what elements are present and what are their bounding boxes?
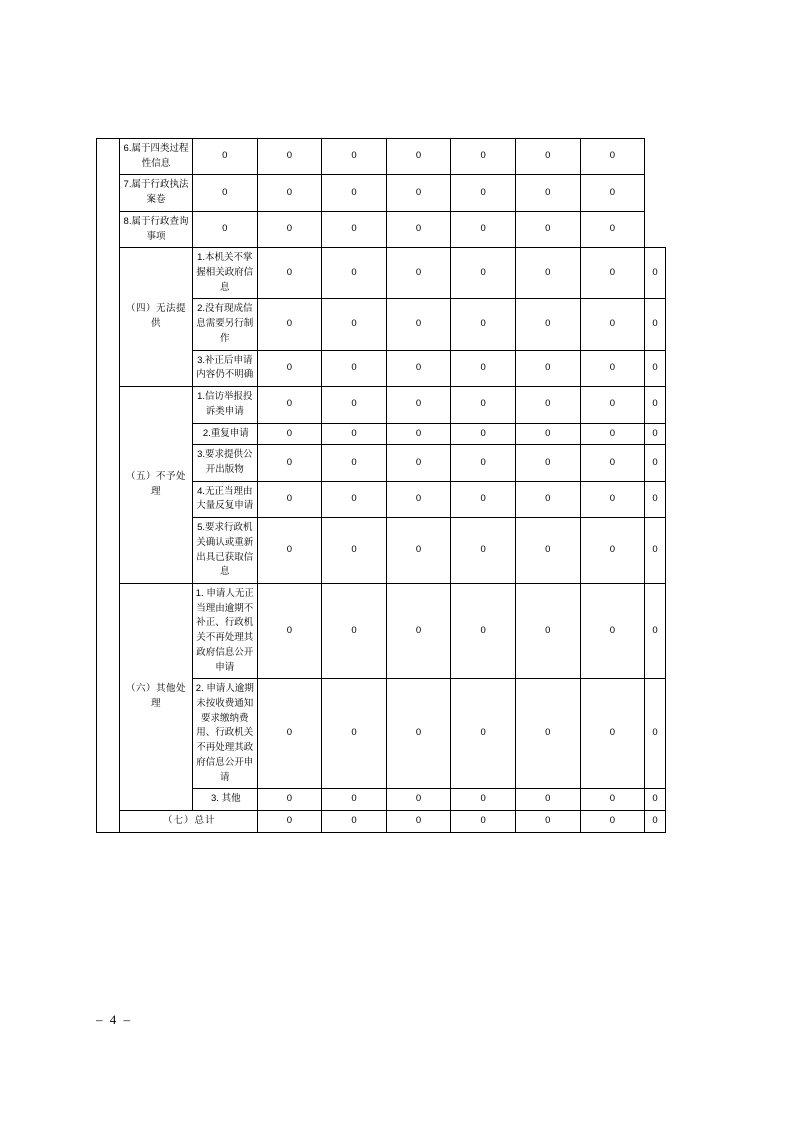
cell-value: 0 bbox=[580, 445, 645, 481]
cell-value: 0 bbox=[645, 299, 666, 350]
cell-value: 0 bbox=[580, 299, 645, 350]
report-table-container bbox=[96, 138, 666, 833]
cell-value: 0 bbox=[257, 299, 322, 350]
cell-value: 0 bbox=[580, 423, 645, 445]
cell-value: 0 bbox=[515, 350, 580, 386]
cell-value: 0 bbox=[257, 423, 322, 445]
cell-value: 0 bbox=[322, 811, 387, 833]
cell-value: 0 bbox=[322, 518, 387, 584]
cell-value: 0 bbox=[451, 387, 516, 423]
left-blank-column bbox=[97, 139, 120, 833]
cell-value: 0 bbox=[645, 811, 666, 833]
cell-value: 0 bbox=[645, 387, 666, 423]
cell-value: 0 bbox=[386, 679, 451, 789]
cell-value: 0 bbox=[580, 211, 645, 247]
cell-value: 0 bbox=[645, 518, 666, 584]
cell-value: 0 bbox=[580, 811, 645, 833]
cell-value: 0 bbox=[322, 211, 387, 247]
cell-value: 0 bbox=[257, 518, 322, 584]
cell-value: 0 bbox=[451, 518, 516, 584]
table-row bbox=[97, 139, 666, 175]
cell-value: 0 bbox=[257, 481, 322, 517]
cell-value: 0 bbox=[515, 679, 580, 789]
cell-value: 0 bbox=[257, 789, 322, 811]
cell-value: 0 bbox=[257, 175, 322, 211]
cell-value: 0 bbox=[451, 211, 516, 247]
cell-value: 0 bbox=[645, 423, 666, 445]
cell-value: 0 bbox=[322, 299, 387, 350]
page-number: – 4 – bbox=[96, 1012, 132, 1027]
cell-value: 0 bbox=[257, 211, 322, 247]
row-sub-label: 1.本机关不掌握相关政府信息 bbox=[193, 248, 258, 299]
cell-value: 0 bbox=[257, 583, 322, 678]
cell-value: 0 bbox=[386, 387, 451, 423]
table-row bbox=[97, 248, 666, 299]
row-sub-label: 4.无正当理由大量反复申请 bbox=[193, 481, 258, 517]
cell-value: 0 bbox=[386, 811, 451, 833]
cell-value: 0 bbox=[322, 350, 387, 386]
cell-value: 0 bbox=[257, 387, 322, 423]
cell-value: 0 bbox=[257, 679, 322, 789]
cell-value: 0 bbox=[386, 175, 451, 211]
cell-value: 0 bbox=[386, 299, 451, 350]
cell-value: 0 bbox=[645, 445, 666, 481]
cell-value: 0 bbox=[580, 481, 645, 517]
cell-value: 0 bbox=[645, 350, 666, 386]
cell-value: 0 bbox=[580, 789, 645, 811]
cell-value: 0 bbox=[451, 350, 516, 386]
cell-value: 0 bbox=[580, 518, 645, 584]
cell-value: 0 bbox=[580, 583, 645, 678]
cell-value: 0 bbox=[322, 789, 387, 811]
cell-value: 0 bbox=[451, 248, 516, 299]
table-row bbox=[97, 175, 666, 211]
cell-value: 0 bbox=[451, 139, 516, 175]
cell-value: 0 bbox=[451, 175, 516, 211]
row-sub-label: 2.没有现成信息需要另行制作 bbox=[193, 299, 258, 350]
cell-value: 0 bbox=[580, 175, 645, 211]
row-sub-label: 1. 申请人无正当理由逾期不补正、行政机关不再处理其政府信息公开申请 bbox=[193, 583, 258, 678]
cell-value: 0 bbox=[645, 481, 666, 517]
cell-value: 0 bbox=[386, 789, 451, 811]
cell-value: 0 bbox=[322, 387, 387, 423]
cell-value: 0 bbox=[515, 139, 580, 175]
cell-value: 0 bbox=[515, 175, 580, 211]
cell-value: 0 bbox=[580, 387, 645, 423]
row-sub-label: 3.要求提供公开出版物 bbox=[193, 445, 258, 481]
cell-value: 0 bbox=[451, 679, 516, 789]
cell-value: 0 bbox=[515, 445, 580, 481]
cell-value: 0 bbox=[451, 423, 516, 445]
row-sub-label: 6.属于四类过程性信息 bbox=[120, 139, 193, 175]
cell-value: 0 bbox=[451, 445, 516, 481]
cell-value: 0 bbox=[257, 811, 322, 833]
government-information-disclosure-table bbox=[96, 138, 666, 833]
cell-value: 0 bbox=[257, 248, 322, 299]
cell-value: 0 bbox=[193, 139, 258, 175]
cell-value: 0 bbox=[451, 811, 516, 833]
cell-value: 0 bbox=[322, 481, 387, 517]
cell-value: 0 bbox=[645, 679, 666, 789]
cell-value: 0 bbox=[515, 789, 580, 811]
cell-value: 0 bbox=[515, 248, 580, 299]
cell-value: 0 bbox=[451, 789, 516, 811]
row-sub-label: 2.重复申请 bbox=[193, 423, 258, 445]
group-label-qita-chuli: （六）其他处理 bbox=[120, 583, 193, 810]
cell-value: 0 bbox=[580, 139, 645, 175]
cell-value: 0 bbox=[515, 423, 580, 445]
cell-value: 0 bbox=[515, 811, 580, 833]
cell-value: 0 bbox=[645, 789, 666, 811]
cell-value: 0 bbox=[451, 299, 516, 350]
cell-value: 0 bbox=[322, 248, 387, 299]
row-sub-label: 1.信访举报投诉类申请 bbox=[193, 387, 258, 423]
group-label-buyu-chuli: （五）不予处理 bbox=[120, 387, 193, 584]
cell-value: 0 bbox=[257, 139, 322, 175]
cell-value: 0 bbox=[322, 679, 387, 789]
table-row bbox=[97, 387, 666, 423]
cell-value: 0 bbox=[386, 248, 451, 299]
cell-value: 0 bbox=[386, 518, 451, 584]
cell-value: 0 bbox=[386, 445, 451, 481]
cell-value: 0 bbox=[193, 175, 258, 211]
cell-value: 0 bbox=[515, 583, 580, 678]
cell-value: 0 bbox=[515, 299, 580, 350]
table-row bbox=[97, 211, 666, 247]
cell-value: 0 bbox=[386, 481, 451, 517]
cell-value: 0 bbox=[645, 583, 666, 678]
cell-value: 0 bbox=[386, 139, 451, 175]
cell-value: 0 bbox=[386, 583, 451, 678]
cell-value: 0 bbox=[386, 211, 451, 247]
cell-value: 0 bbox=[580, 679, 645, 789]
cell-value: 0 bbox=[386, 350, 451, 386]
cell-value: 0 bbox=[515, 481, 580, 517]
cell-value: 0 bbox=[322, 423, 387, 445]
row-sub-label: 3.补正后申请内容仍不明确 bbox=[193, 350, 258, 386]
row-sub-label: 3. 其他 bbox=[193, 789, 258, 811]
row-sub-label: 8.属于行政查询事项 bbox=[120, 211, 193, 247]
table-total-row bbox=[97, 811, 666, 833]
total-row-label: （七）总计 bbox=[120, 811, 258, 833]
group-label-wufa-tigong: （四）无法提供 bbox=[120, 248, 193, 387]
cell-value: 0 bbox=[580, 350, 645, 386]
cell-value: 0 bbox=[257, 350, 322, 386]
cell-value: 0 bbox=[322, 583, 387, 678]
cell-value: 0 bbox=[645, 248, 666, 299]
cell-value: 0 bbox=[451, 583, 516, 678]
row-sub-label: 7.属于行政执法案卷 bbox=[120, 175, 193, 211]
table-body bbox=[97, 139, 666, 833]
row-sub-label: 2. 申请人逾期未按收费通知要求缴纳费用、行政机关不再处理其政府信息公开申请 bbox=[193, 679, 258, 789]
cell-value: 0 bbox=[451, 481, 516, 517]
cell-value: 0 bbox=[322, 175, 387, 211]
cell-value: 0 bbox=[515, 387, 580, 423]
table-row bbox=[97, 583, 666, 678]
cell-value: 0 bbox=[580, 248, 645, 299]
cell-value: 0 bbox=[193, 211, 258, 247]
cell-value: 0 bbox=[515, 518, 580, 584]
cell-value: 0 bbox=[386, 423, 451, 445]
cell-value: 0 bbox=[322, 139, 387, 175]
row-sub-label: 5.要求行政机关确认或重新出具已获取信息 bbox=[193, 518, 258, 584]
cell-value: 0 bbox=[322, 445, 387, 481]
cell-value: 0 bbox=[257, 445, 322, 481]
cell-value: 0 bbox=[515, 211, 580, 247]
